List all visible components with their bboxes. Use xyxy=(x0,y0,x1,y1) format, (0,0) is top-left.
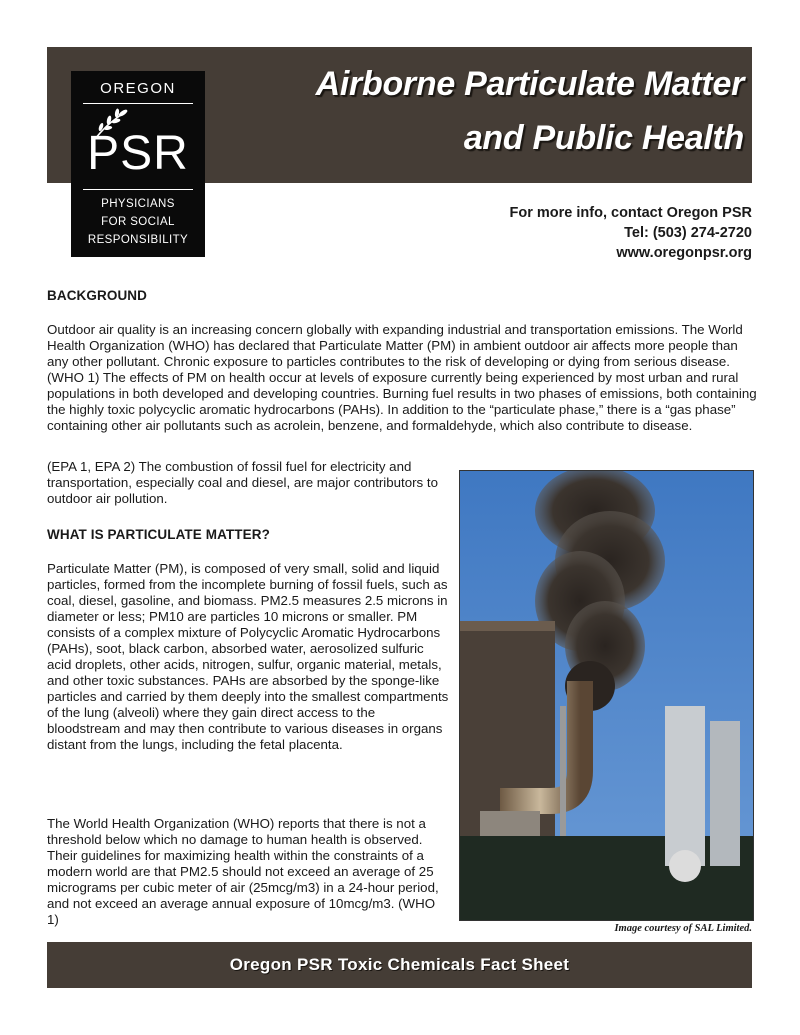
contact-phone: Tel: (503) 274-2720 xyxy=(624,225,752,241)
logo-tagline-line3: RESPONSIBILITY xyxy=(87,234,189,246)
page-title-line1: Airborne Particulate Matter xyxy=(315,65,744,103)
logo-divider xyxy=(83,103,193,104)
photo-caption: Image courtesy of SAL Limited. xyxy=(614,923,752,934)
logo-tagline-line2: FOR SOCIAL xyxy=(101,216,175,228)
background-paragraph: Outdoor air quality is an increasing concern globally with expanding industrial and transportation emissions. The World Health Organization (WHO) has declared that Particulate Matter (PM) in ambient outdoor air affects more people than any other pollutant. Chronic exposure to particles contributes to the risk of developing or dying from serious disease. (WHO 1) The effects of PM on health occur at levels of exposure currently being experienced by most urban and rural populations in both developed and developing countries. Burning fuel results in two phases of emissions, both containing the highly toxic polycyclic aromatic hydrocarbons (PAHs). In addition to the “particulate phase,” there is a “gas phase” containing other air pollutants such as acrolein, benzene, and formaldehyde, which also contribute to disease. xyxy=(47,322,757,433)
contact-info xyxy=(510,203,753,263)
footer-band xyxy=(47,942,752,988)
who-guidelines-paragraph: The World Health Organization (WHO) reports that there is not a threshold below which no damage to human health is observed. Their guidelines for maximizing health within the constraints of a modern world are that PM2.5 should not exceed an average of 25 micrograms per cubic meter of air (25mcg/m3) in a 24-hour period, and not exceed an average annual exposure of 10mcg/m3. (WHO 1) xyxy=(47,816,439,927)
logo-tagline xyxy=(71,195,205,249)
what-is-pm-heading: WHAT IS PARTICULATE MATTER? xyxy=(47,527,270,542)
truck-exhaust-illustration xyxy=(460,471,753,920)
background-heading: BACKGROUND xyxy=(47,288,147,303)
contact-website[interactable]: www.oregonpsr.org xyxy=(616,245,752,261)
footer-title: Oregon PSR Toxic Chemicals Fact Sheet xyxy=(229,955,570,974)
logo-oregon-text: OREGON xyxy=(100,80,176,97)
logo-divider xyxy=(83,189,193,190)
oregon-psr-logo xyxy=(71,71,205,257)
page-title-line2: and Public Health xyxy=(463,119,744,157)
logo-psr-text: PSR xyxy=(87,127,189,180)
what-is-pm-paragraph: Particulate Matter (PM), is composed of very small, solid and liquid particles, formed from the incomplete burning of fossil fuels, such as coal, diesel, gasoline, and biomass. PM2.5 measures 2.5 microns in diameter or less; PM10 are particles 10 microns or smaller. PM consists of a complex mixture of Polycyclic Aromatic Hydrocarbons (PAHs), soot, black carbon, absorbed water, aerosolized sulfuric acid droplets, other acids, nitrogen, sulfur, organic material, metals, and other toxic substances. PAHs are absorbed by the sponge-like particles and carried by them deeply into the smallest compartments of the lung (alveoli) where they gain direct access to the bloodstream and may then contribute to various diseases in organs distant from the lungs, including the fetal placenta. xyxy=(47,561,449,752)
contact-line: For more info, contact Oregon PSR xyxy=(509,205,752,221)
page-title xyxy=(316,57,744,165)
logo-tagline-line1: PHYSICIANS xyxy=(101,198,175,210)
background-paragraph-continued: (EPA 1, EPA 2) The combustion of fossil fuel for electricity and transportation, especially coal and diesel, are major contributors to outdoor air pollution. xyxy=(47,459,438,506)
exhaust-smoke-photo xyxy=(459,470,754,921)
